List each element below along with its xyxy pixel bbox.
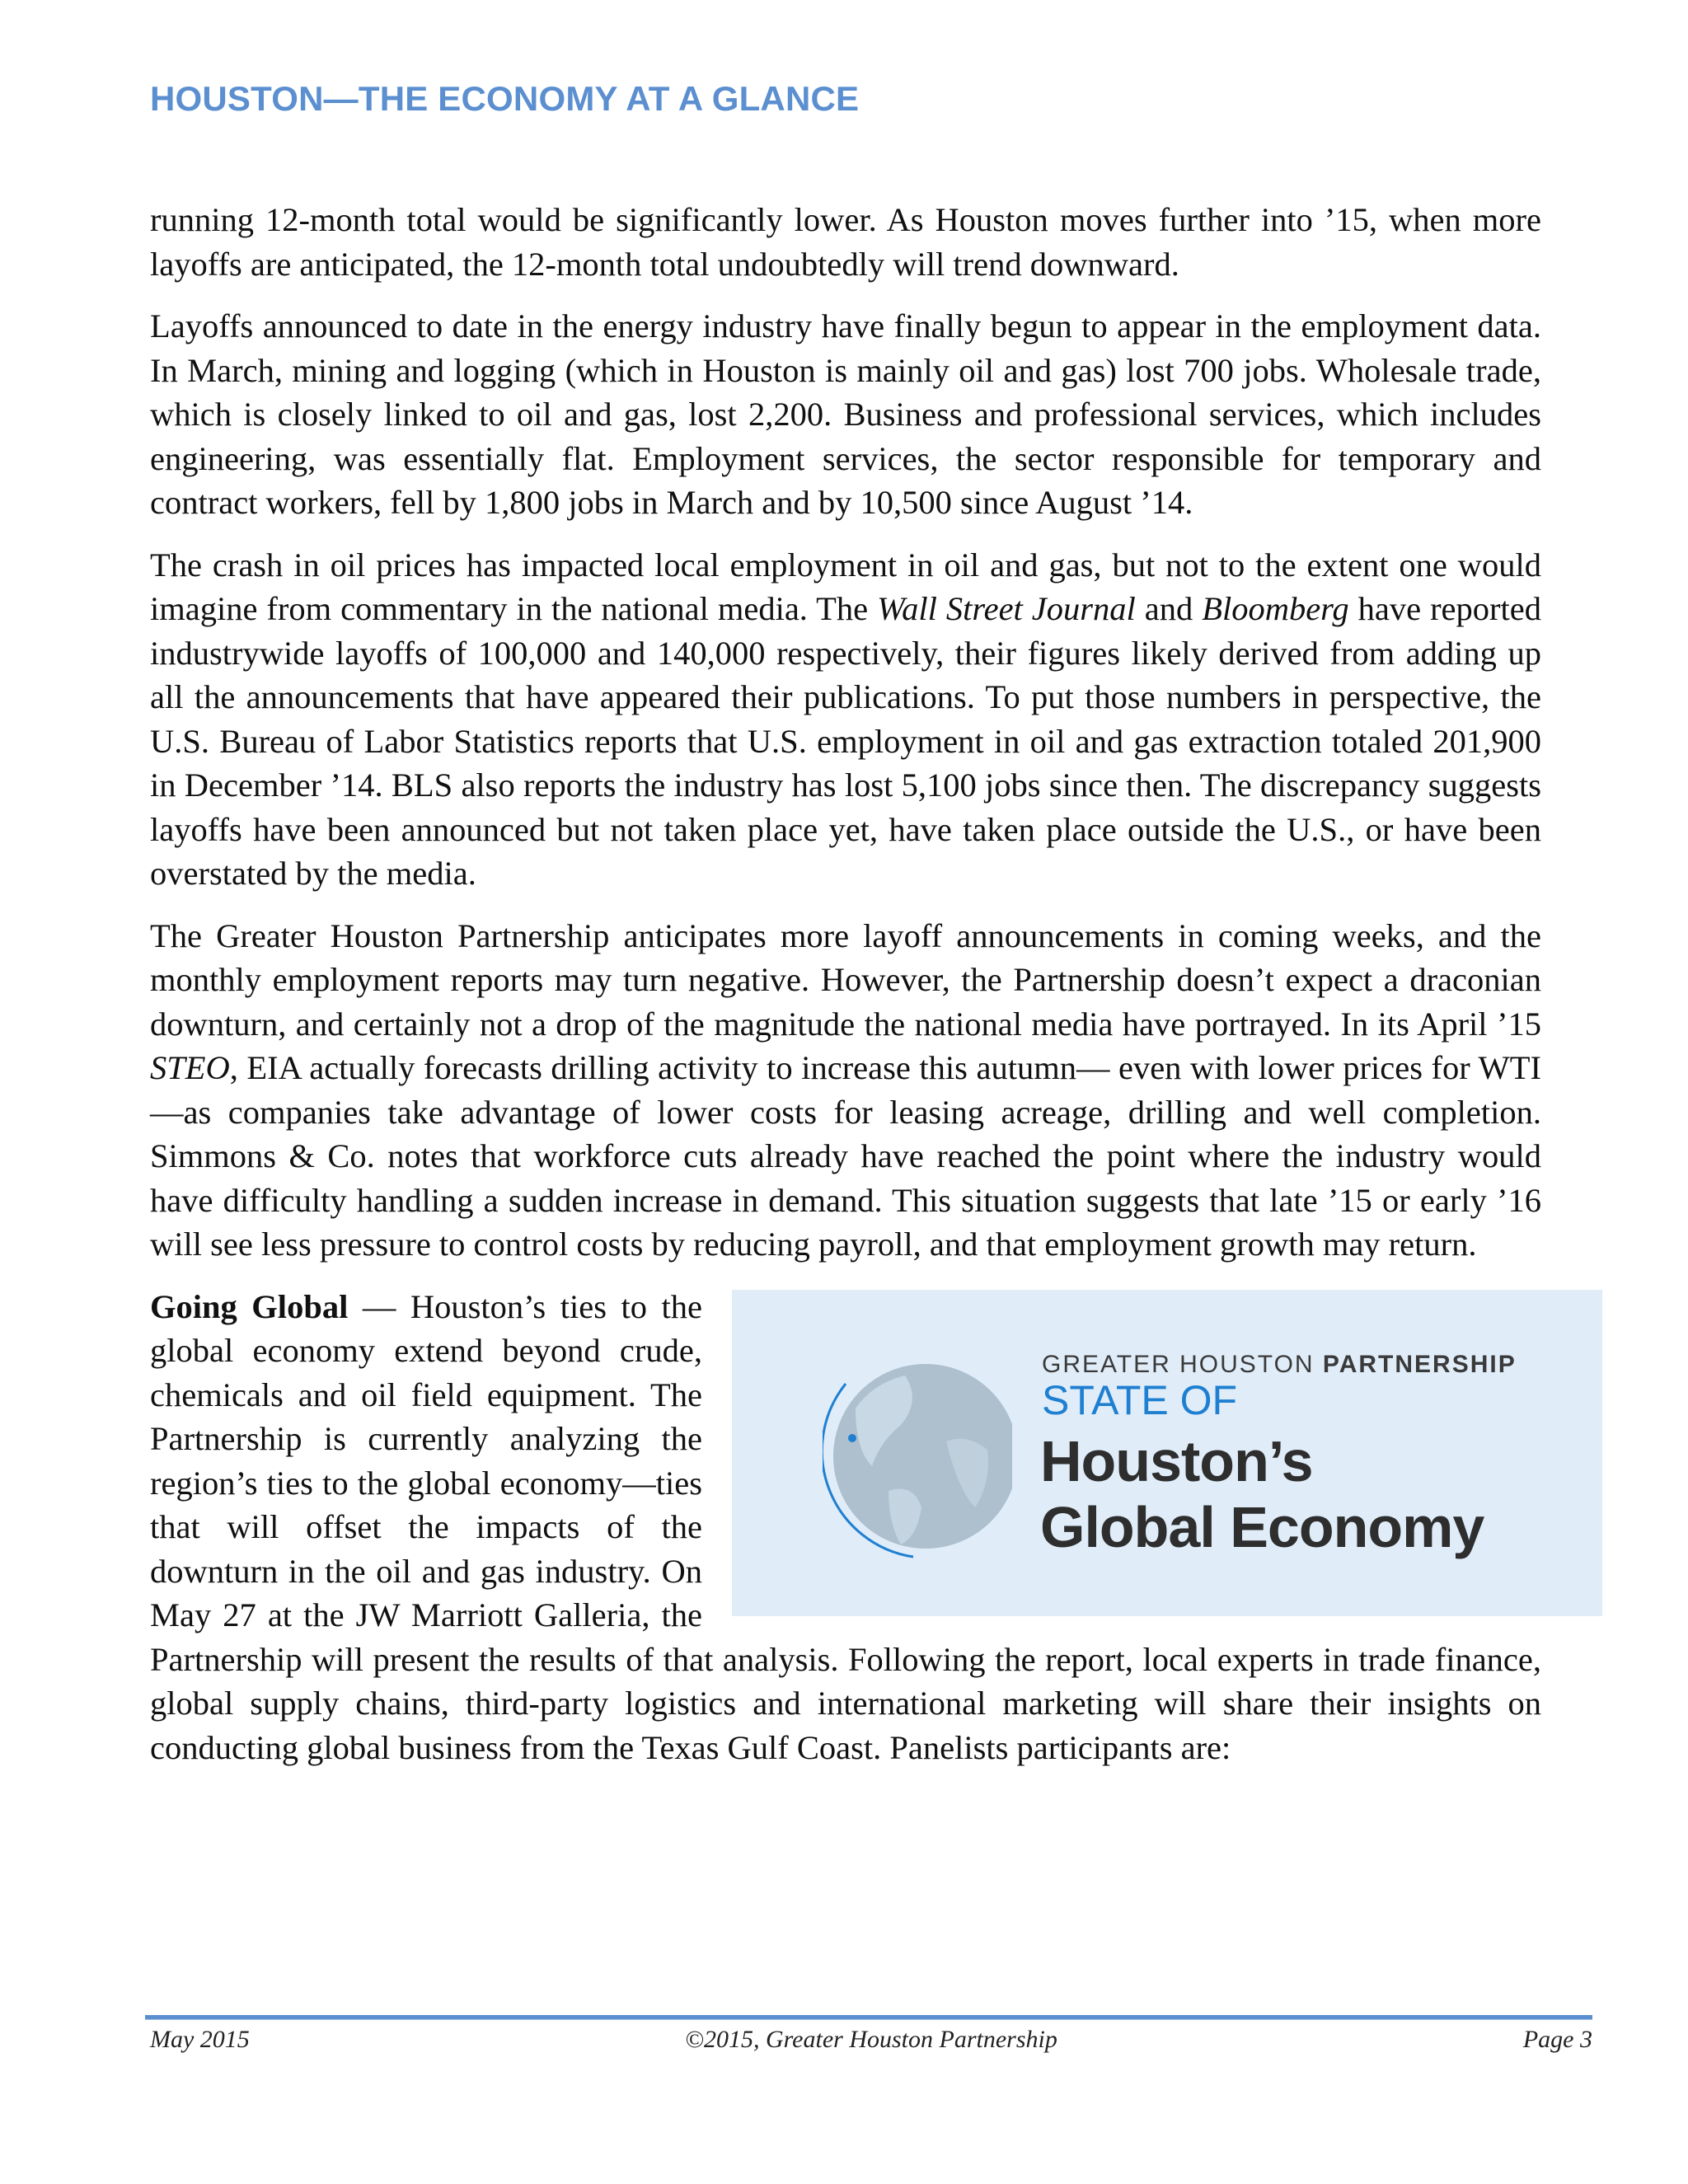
paragraph-oil-price-crash: The crash in oil prices has impacted local employment in oil and gas, but not to the extent one would imagine from commentary in the national media. The Wall Street Journal and Bloomberg have reported industrywide layoffs of 100,000 and 140,000 respectively, their figures likely derived from adding up all the announcements that have appeared their publications. To put those numbers in perspective, the U.S. Bureau of Labor Statistics reports that U.S. employment in oil and gas extraction totaled 201,900 in December ’14. BLS also reports the industry has lost 5,100 jobs since then. The discrepancy suggests layoffs have been announced but not taken place yet, have taken place outside the U.S., or have been overstated by the media. bbox=[150, 546, 1542, 892]
logo-state-of: STATE OF bbox=[1042, 1376, 1238, 1423]
page-footer bbox=[150, 2026, 1592, 2059]
paragraph-12-month-total: running 12-month total would be significantly lower. As Houston moves further into ’15, when more layoffs are anticipated, the 12-month total undoubtedly will trend downward. bbox=[150, 201, 1541, 283]
logo-org-name: GREATER HOUSTON PARTNERSHIP bbox=[1042, 1350, 1517, 1378]
publication-steo: STEO bbox=[150, 1049, 230, 1086]
footer-copyright: ©2015, Greater Houston Partnership bbox=[685, 2026, 1057, 2053]
logo-title: Houston’s Global Economy bbox=[1040, 1428, 1484, 1559]
paragraph-layoffs-employment-data: Layoffs announced to date in the energy industry have finally begun to appear in the employment data. In March, mining and logging (which in Houston is mainly oil and gas) lost 700 jobs. Wholesale trade, which is closely linked to oil and gas, lost 2,200. Business and professional services, which includes engineering, was essentially flat. Employment services, the sector responsible for temporary and contract workers, fell by 1,800 jobs in March and by 10,500 since August ’14. bbox=[150, 307, 1541, 521]
paragraph-partnership-outlook: The Greater Houston Partnership anticipates more layoff announcements in coming weeks, and the monthly employment reports may turn negative. However, the Partnership doesn’t expect a draconian downturn, and certainly not a drop of the magnitude the national media have portrayed. In its April ’15 STEO, EIA actually forecasts drilling activity to increase this autumn— even with lower prices for WTI—as companies take advantage of lower costs for leasing acreage, drilling and well completion. Simmons & Co. notes that workforce cuts already have reached the point where the industry would have difficulty handling a sudden increase in demand. This situation suggests that late ’15 or early ’16 will see less pressure to control costs by reducing payroll, and that employment growth may return. bbox=[150, 916, 1541, 1263]
globe-icon bbox=[823, 1351, 1012, 1565]
article-body bbox=[150, 198, 1541, 1788]
footer-page-number: Page 3 bbox=[1522, 2026, 1592, 2053]
publication-wsj: Wall Street Journal bbox=[877, 590, 1136, 627]
paragraph-going-global: Going Global — Houston’s ties to the global economy extend beyond crude, chemicals and oil field equipment. The Partnership is currently analyzing the region’s ties to the global economy—ties that will offset the impacts of the downturn in the oil and gas industry. On May 27 at the JW Marriott Galleria, the Partnership will present the results of that analysis. Following the report, local experts in trade finance, global supply chains, third-party logistics and international marketing will share their insights on conducting global business from the Texas Gulf Coast. Panelists participants are: bbox=[150, 1287, 1541, 1766]
footer-divider bbox=[145, 2015, 1592, 2020]
publication-bloomberg: Bloomberg bbox=[1202, 590, 1349, 627]
page-header-title: HOUSTON—THE ECONOMY AT A GLANCE bbox=[150, 79, 860, 118]
section-lead-going-global: Going Global bbox=[150, 1287, 349, 1325]
state-of-global-economy-logo bbox=[732, 1290, 1602, 1616]
footer-date: May 2015 bbox=[150, 2026, 250, 2053]
